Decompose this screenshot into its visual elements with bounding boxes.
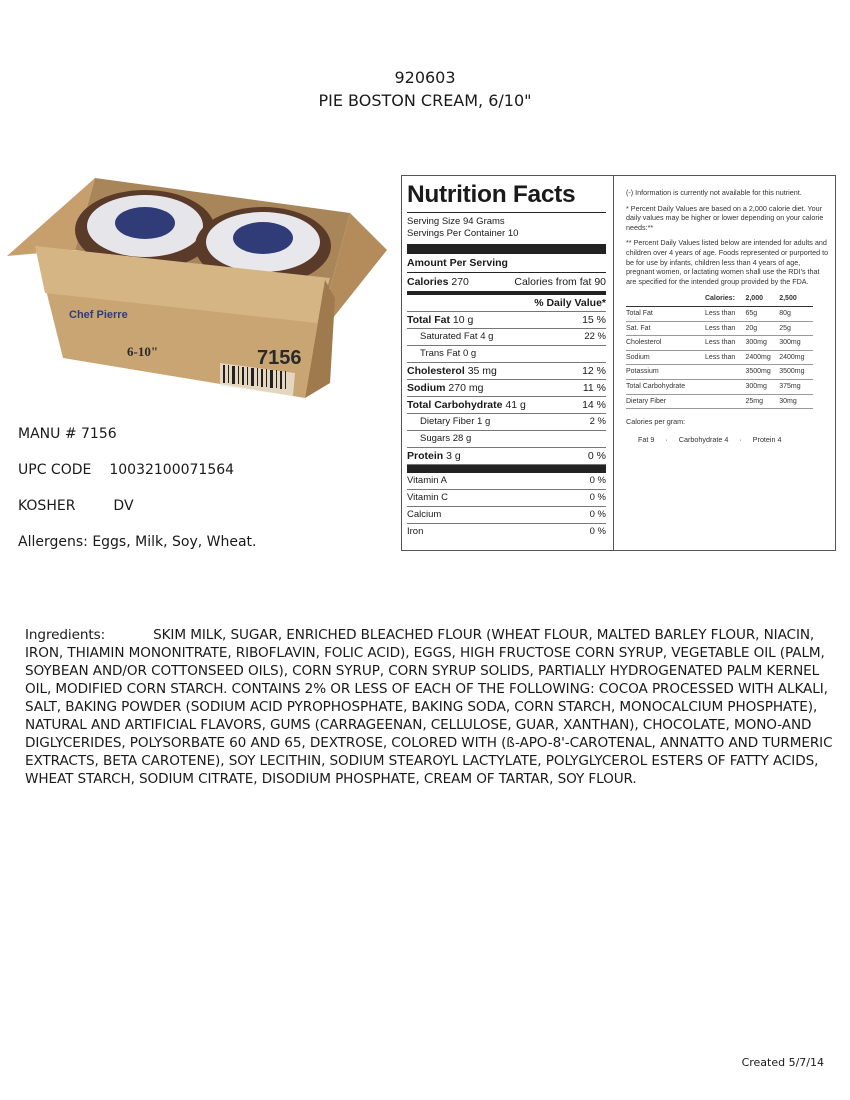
- vitamin-list: [407, 473, 606, 540]
- vitamin-row: Iron 0 %: [407, 526, 606, 537]
- vitamin-row: Vitamin A 0 %: [407, 473, 606, 490]
- nutrient-row: Dietary Fiber 1 g 2 %: [407, 414, 606, 431]
- amount-per-serving: Amount Per Serving: [407, 257, 508, 269]
- manu-number: MANU # 7156: [18, 426, 117, 442]
- nutrient-row: Sugars 28 g: [407, 431, 606, 448]
- nutrient-row: Sodium 270 mg 11 %: [407, 380, 606, 397]
- vitamin-row: Calcium 0 %: [407, 507, 606, 524]
- kosher-info: KOSHER DV: [18, 498, 134, 514]
- allergens: Allergens: Eggs, Milk, Soy, Wheat.: [18, 534, 257, 550]
- nutrient-dv: 12 %: [582, 365, 606, 377]
- nutrient-dv: 0 %: [587, 450, 606, 462]
- box-item-number: 7156: [257, 347, 302, 369]
- nutrition-label: [402, 176, 614, 550]
- nutrition-title: Nutrition Facts: [407, 181, 576, 208]
- dv-table-row: Calories: 2,000 2,500: [626, 292, 813, 306]
- created-date: Created 5/7/14: [741, 1056, 824, 1069]
- upc-code: UPC CODE 10032100071564: [18, 462, 235, 478]
- dv-table-row: Total Fat Less than 65g 80g: [626, 306, 813, 321]
- calories-row: Calories 270 Calories from fat 90: [407, 273, 606, 291]
- nutrient-row: Total Fat 10 g 15 %: [407, 312, 606, 329]
- dv-table-row: Total Carbohydrate 300mg 375mg: [626, 379, 813, 394]
- serving-size: Serving Size 94 Grams: [407, 216, 505, 227]
- nutrient-list: [407, 312, 606, 465]
- nutrient-dv: 15 %: [582, 314, 606, 326]
- nutrient-row: Protein 3 g 0 %: [407, 448, 606, 465]
- nutrition-facts-panel: [401, 175, 836, 551]
- box-brand-text: Chef Pierre: [69, 309, 128, 321]
- serving-info: [407, 213, 606, 244]
- nutrient-row: Saturated Fat 4 g 22 %: [407, 329, 606, 346]
- nutrient-dv: 2 %: [589, 416, 606, 427]
- rdi-note: ** Percent Daily Values listed below are intended for adults and children over 4 years of age. Foods represented or purported to be for use by infants, children less than 4 years of age, pregnant women, or lactating women shall use the RDI's that are specified for the intended group provided by the FDA.: [626, 238, 829, 286]
- box-size-text: 6-10": [127, 344, 159, 359]
- nutrition-footnotes: [626, 188, 829, 444]
- servings-per-container: Servings Per Container 10: [407, 228, 519, 239]
- vitamin-row: Vitamin C 0 %: [407, 490, 606, 507]
- nutrient-dv: 14 %: [582, 399, 606, 411]
- ingredients-section: [25, 626, 835, 788]
- ingredients-label: Ingredients:: [25, 627, 106, 643]
- product-title: PIE BOSTON CREAM, 6/10": [318, 91, 532, 110]
- calories-from-fat: Calories from fat 90: [514, 276, 606, 288]
- product-code: 920603: [394, 68, 456, 87]
- calories-per-gram-values: Fat 9 · Carbohydrate 4 · Protein 4: [638, 434, 782, 444]
- dv-table-row: Potassium 3500mg 3500mg: [626, 365, 813, 380]
- daily-value-table: [626, 292, 813, 409]
- dv-table-row: Sodium Less than 2400mg 2400mg: [626, 350, 813, 365]
- info-note: (-) Information is currently not available for this nutrient.: [626, 188, 802, 197]
- dv-table-row: Cholesterol Less than 300mg 300mg: [626, 336, 813, 351]
- calories-per-gram-label: Calories per gram:: [626, 417, 686, 427]
- dv-table-row: Sat. Fat Less than 20g 25g: [626, 321, 813, 336]
- nutrient-row: Total Carbohydrate 41 g 14 %: [407, 397, 606, 414]
- dv-table-row: Dietary Fiber 25mg 30mg: [626, 394, 813, 409]
- nutrient-dv: 11 %: [582, 382, 606, 394]
- nutrient-row: Trans Fat 0 g: [407, 346, 606, 363]
- nutrient-dv: 22 %: [584, 331, 606, 342]
- daily-value-header: % Daily Value*: [407, 295, 606, 312]
- ingredients-text: SKIM MILK, SUGAR, ENRICHED BLEACHED FLOUR (WHEAT FLOUR, MALTED BARLEY FLOUR, NIACIN, IRON, THIAMIN MONONITRATE, RIBOFLAVIN, FOLIC ACID), EGGS, HIGH FRUCTOSE CORN SYRUP, VEGETABLE OIL (PALM, SOYBEAN AND/OR COTTONSEED OILS), CORN SYRUP, CORN SYRUP SOLIDS, PARTIALLY HYDROGENATED PALM KERNEL OIL, MODIFIED CORN STARCH. CONTAINS 2% OR LESS OF EACH OF THE FOLLOWING: COCOA PROCESSED WITH ALKALI, SALT, BAKING POWDER (SODIUM ACID PYROPHOSPHATE, BAKING SODA, CORN STARCH, MONOCALCIUM PHOSPHATE), NATURAL AND ARTIFICIAL FLAVORS, GUMS (CARRAGEENAN, CELLULOSE, GUAR, XANTHAN), CHOCOLATE, MONO-AND DIGLYCERIDES, POLYSORBATE 60 AND 65, DEXTROSE, COLORED WITH (ß-APO-8'-CAROTENAL, ANNATTO AND TURMERIC EXTRACTS, BETA CAROTENE), SOY LECITHIN, SODIUM STEAROYL LACTYLATE, POLYGLYCEROL ESTERS OF FATTY ACIDS, WHEAT STARCH, SODIUM CITRATE, DISODIUM PHOSPHATE, CREAM OF TARTAR, SOY FLOUR.: [25, 627, 833, 787]
- product-box-image: [5, 168, 390, 408]
- page-header: [0, 66, 850, 112]
- percent-note: * Percent Daily Values are based on a 2,000 calorie diet. Your daily values may be higher or lower depending on your calorie needs:**: [626, 203, 824, 232]
- nutrient-row: Cholesterol 35 mg 12 %: [407, 363, 606, 380]
